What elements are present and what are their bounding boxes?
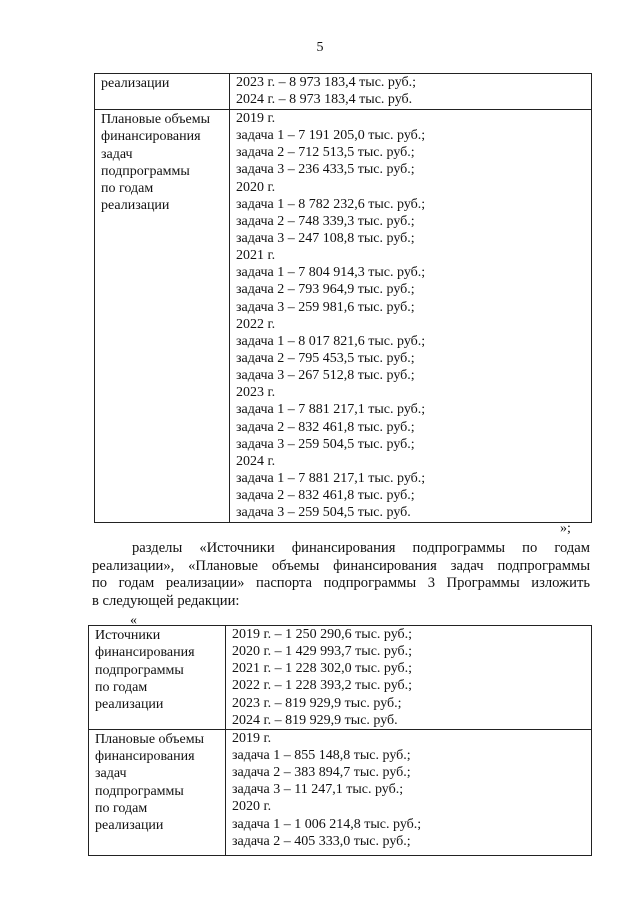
cell-line: задача 2 – 793 964,9 тыс. руб.;: [236, 282, 415, 298]
cell-line: 2019 г.: [232, 730, 272, 746]
cell-line: задача 1 – 7 191 205,0 тыс. руб.;: [236, 128, 426, 144]
cell-line: реализации: [101, 198, 170, 214]
cell-line: 2024 г. – 8 973 183,4 тыс. руб.: [236, 92, 413, 108]
cell-line: 2021 г. – 1 228 302,0 тыс. руб.;: [232, 661, 413, 677]
opening-quote: «: [130, 613, 137, 628]
cell-line: 2019 г. – 1 250 290,6 тыс. руб.;: [232, 627, 413, 642]
cell-line: 2024 г. – 819 929,9 тыс. руб.: [232, 712, 398, 728]
cell-line: финансирования: [95, 749, 195, 765]
cell-line: задача 1 – 7 804 914,3 тыс. руб.;: [236, 265, 426, 281]
row-label-cell: [89, 626, 226, 730]
cell-line: 2023 г. – 8 973 183,4 тыс. руб.;: [236, 75, 417, 90]
cell-line: задача 2 – 832 461,8 тыс. руб.;: [236, 488, 415, 504]
cell-line: Плановые объемы: [101, 112, 211, 127]
row-value-cell: [226, 729, 592, 855]
cell-line: 2019 г.: [236, 111, 276, 126]
cell-line: задача 3 – 267 512,8 тыс. руб.;: [236, 368, 415, 384]
cell-line: 2024 г.: [236, 453, 276, 469]
cell-line: 2020 г.: [236, 179, 276, 195]
cell-line: 2022 г.: [236, 316, 276, 332]
paragraph-line: разделы «Источники финансирования подпрограммы по годам: [132, 540, 590, 556]
cell-line: по годам: [101, 181, 154, 197]
paragraph-line: в следующей редакции:: [92, 592, 240, 609]
cell-line: 2022 г. – 1 228 393,2 тыс. руб.;: [232, 678, 413, 694]
cell-line: задача 2 – 748 339,3 тыс. руб.;: [236, 213, 415, 229]
cell-line: финансирования: [101, 129, 201, 145]
cell-line: задача 2 – 832 461,8 тыс. руб.;: [236, 419, 415, 435]
cell-line: 2023 г.: [236, 385, 276, 401]
cell-line: задача 2 – 795 453,5 тыс. руб.;: [236, 350, 415, 366]
cell-line: задача 1 – 855 148,8 тыс. руб.;: [232, 747, 411, 763]
cell-line: по годам: [95, 801, 148, 817]
row-label-cell: [95, 110, 230, 523]
financing-table-2: [88, 625, 592, 856]
financing-table-1: [94, 73, 592, 523]
cell-line: задача 3 – 259 504,5 тыс. руб.;: [236, 436, 415, 452]
cell-line: задача 1 – 8 782 232,6 тыс. руб.;: [236, 196, 426, 212]
cell-line: задача 3 – 259 504,5 тыс. руб.: [236, 505, 411, 521]
cell-line: Источники: [95, 628, 161, 643]
cell-line: 2023 г. – 819 929,9 тыс. руб.;: [232, 695, 402, 711]
row-value-cell: [230, 74, 592, 110]
table-row: [95, 74, 592, 110]
cell-line: задача 3 – 11 247,1 тыс. руб.;: [232, 782, 404, 798]
cell-line: задач: [95, 766, 127, 782]
cell-line: задача 1 – 7 881 217,1 тыс. руб.;: [236, 402, 426, 418]
cell-line: по годам: [95, 679, 148, 695]
row-value-cell: [226, 626, 592, 730]
table-row: [89, 626, 592, 730]
cell-line: задача 3 – 247 108,8 тыс. руб.;: [236, 230, 415, 246]
cell-line: реализации: [95, 818, 164, 834]
cell-line: задача 2 – 405 333,0 тыс. руб.;: [232, 833, 411, 849]
cell-line: подпрограммы: [95, 783, 184, 799]
page-number: 5: [316, 40, 324, 55]
cell-line: задача 1 – 7 881 217,1 тыс. руб.;: [236, 470, 426, 486]
cell-line: Плановые объемы: [95, 731, 205, 747]
cell-line: задача 1 – 8 017 821,6 тыс. руб.;: [236, 333, 426, 349]
cell-line: 2021 г.: [236, 248, 276, 264]
table-row: [95, 110, 592, 523]
cell-line: подпрограммы: [95, 662, 184, 678]
table-row: [89, 729, 592, 855]
row-label-cell: [95, 74, 230, 110]
cell-line: реализации: [101, 76, 170, 91]
row-label-cell: [89, 729, 226, 855]
cell-line: задача 2 – 712 513,5 тыс. руб.;: [236, 145, 415, 161]
cell-line: реализации: [95, 697, 164, 713]
paragraph-line: по годам реализации» паспорта подпрограммы 3 Программы изложить: [92, 575, 590, 592]
cell-line: задача 3 – 236 433,5 тыс. руб.;: [236, 162, 415, 178]
row-value-cell: [230, 110, 592, 523]
cell-line: задача 1 – 1 006 214,8 тыс. руб.;: [232, 816, 422, 832]
amendment-paragraph: [92, 540, 590, 610]
cell-line: 2020 г.: [232, 799, 272, 815]
cell-line: 2020 г. – 1 429 993,7 тыс. руб.;: [232, 644, 413, 660]
cell-line: задача 3 – 259 981,6 тыс. руб.;: [236, 299, 415, 315]
cell-line: подпрограммы: [101, 163, 190, 179]
cell-line: задача 2 – 383 894,7 тыс. руб.;: [232, 765, 411, 781]
cell-line: задач: [101, 146, 133, 162]
closing-quote: »;: [560, 521, 571, 536]
cell-line: финансирования: [95, 645, 195, 661]
paragraph-line: реализации», «Плановые объемы финансирования задач подпрограммы: [92, 557, 590, 574]
